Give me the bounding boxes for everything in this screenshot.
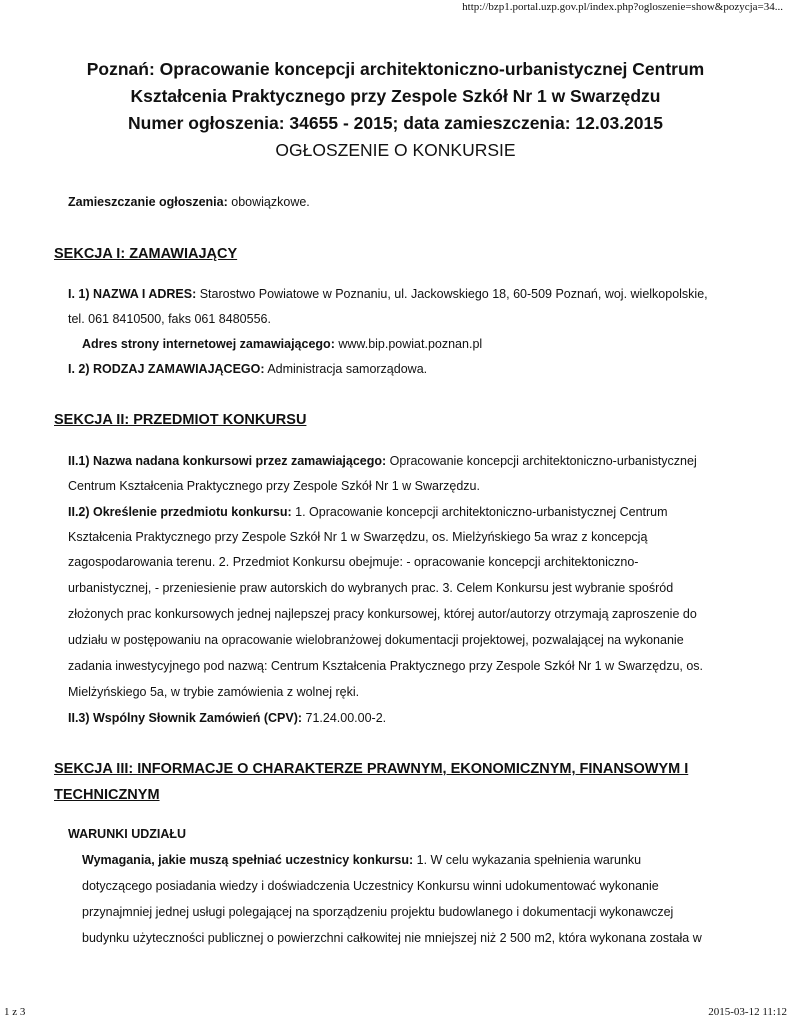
s1-1-line-1	[68, 282, 708, 307]
requirements-line: przynajmniej jednej usługi polegającej na sporządzeniu projektu budowlanego i dokumentacji wykonawczej	[82, 905, 674, 919]
requirements-line-1	[82, 848, 641, 873]
s1-1-line-2: tel. 061 8410500, faks 061 8480556.	[68, 312, 271, 326]
s2-2-line: zadania inwestycyjnego pod nazwą: Centrum Kształcenia Praktycznego przy Zespole Szkół Nr 1 w Swarzędzu, os.	[68, 659, 704, 673]
s2-3-label: II.3) Wspólny Słownik Zamówień (CPV):	[68, 711, 303, 725]
page-url: http://bzp1.portal.uzp.gov.pl/index.php?ogloszenie=show&pozycja=34...	[462, 1, 783, 13]
s2-2-line: udziału w postępowaniu na opracowanie wielobranżowej dokumentacji projektowej, pozwalającej na wykonanie	[68, 633, 684, 647]
s2-2-line: zagospodarowania terenu. 2. Przedmiot Konkursu obejmuje: - opracowanie koncepcji architektoniczno-	[68, 555, 639, 569]
s2-1-value: Opracowanie koncepcji architektoniczno-urbanistycznej	[386, 454, 697, 468]
section-3-heading-line-2: TECHNICZNYM	[54, 787, 160, 803]
requirements-label: Wymagania, jakie muszą spełniać uczestnicy konkursu:	[82, 853, 414, 867]
participation-subheading: WARUNKI UDZIAŁU	[68, 827, 187, 841]
intro-paragraph	[68, 190, 310, 215]
s2-3-line	[68, 706, 386, 731]
requirements-line: dotyczącego posiadania wiedzy i doświadczenia Uczestnicy Konkursu winni udokumentować wykonanie	[82, 879, 659, 893]
s2-2-line-1	[68, 500, 668, 525]
intro-label: Zamieszczanie ogłoszenia:	[68, 195, 228, 209]
section-1-heading: SEKCJA I: ZAMAWIAJĄCY	[54, 246, 238, 262]
s2-2-value: 1. Opracowanie koncepcji architektoniczno-urbanistycznej Centrum	[291, 505, 668, 519]
www-line	[82, 332, 482, 357]
title-line-1: Poznań: Opracowanie koncepcji architektoniczno-urbanistycznej Centrum	[86, 59, 705, 79]
title-line-4: OGŁOSZENIE O KONKURSIE	[275, 140, 516, 160]
s1-1-label: I. 1) NAZWA I ADRES:	[68, 287, 197, 301]
www-label: Adres strony internetowej zamawiającego:	[82, 337, 335, 351]
requirements-value: 1. W celu wykazania spełnienia warunku	[413, 853, 642, 867]
title-line-3: Numer ogłoszenia: 34655 - 2015; data zamieszczenia: 12.03.2015	[128, 113, 663, 133]
www-value: www.bip.powiat.poznan.pl	[334, 337, 483, 351]
requirements-line: budynku użyteczności publicznej o powierzchni całkowitej nie mniejszej niż 2 500 m2, która wykonana została w	[82, 931, 702, 945]
s1-2-line	[68, 357, 427, 382]
s2-2-line: Mielżyńskiego 5a, w trybie zamówienia z wolnej ręki.	[68, 685, 360, 699]
s1-2-value: Administracja samorządowa.	[264, 362, 428, 376]
s2-1-label: II.1) Nazwa nadana konkursowi przez zamawiającego:	[68, 454, 387, 468]
s2-2-line: Kształcenia Praktycznego przy Zespole Szkół Nr 1 w Swarzędzu, os. Mielżyńskiego 5a wraz z koncepcją	[68, 530, 648, 544]
page-counter: 1 z 3	[4, 1006, 26, 1018]
s2-2-label: II.2) Określenie przedmiotu konkursu:	[68, 505, 292, 519]
s2-3-value: 71.24.00.00-2.	[302, 711, 387, 725]
s1-1-value: Starostwo Powiatowe w Poznaniu, ul. Jackowskiego 18, 60-509 Poznań, woj. wielkopolskie,	[196, 287, 708, 301]
intro-value: obowiązkowe.	[227, 195, 310, 209]
s2-2-line: urbanistycznej, - przeniesienie praw autorskich do wybranych prac. 3. Celem Konkursu jest wybranie spośród	[68, 581, 674, 595]
s2-2-line: złożonych prac konkursowych jednej najlepszej pracy konkursowej, której autor/autorzy otrzymają zaproszenie do	[68, 607, 697, 621]
announcement-title	[0, 56, 791, 164]
section-3-heading-line-1: SEKCJA III: INFORMACJE O CHARAKTERZE PRAWNYM, EKONOMICZNYM, FINANSOWYM I	[54, 761, 689, 777]
section-2-heading: SEKCJA II: PRZEDMIOT KONKURSU	[54, 412, 307, 428]
s1-2-label: I. 2) RODZAJ ZAMAWIAJĄCEGO:	[68, 362, 265, 376]
print-datetime: 2015-03-12 11:12	[708, 1006, 787, 1018]
title-line-2: Kształcenia Praktycznego przy Zespole Szkół Nr 1 w Swarzędzu	[130, 86, 661, 106]
s2-1-line-2: Centrum Kształcenia Praktycznego przy Zespole Szkół Nr 1 w Swarzędzu.	[68, 479, 480, 493]
s2-1-line-1	[68, 449, 697, 474]
